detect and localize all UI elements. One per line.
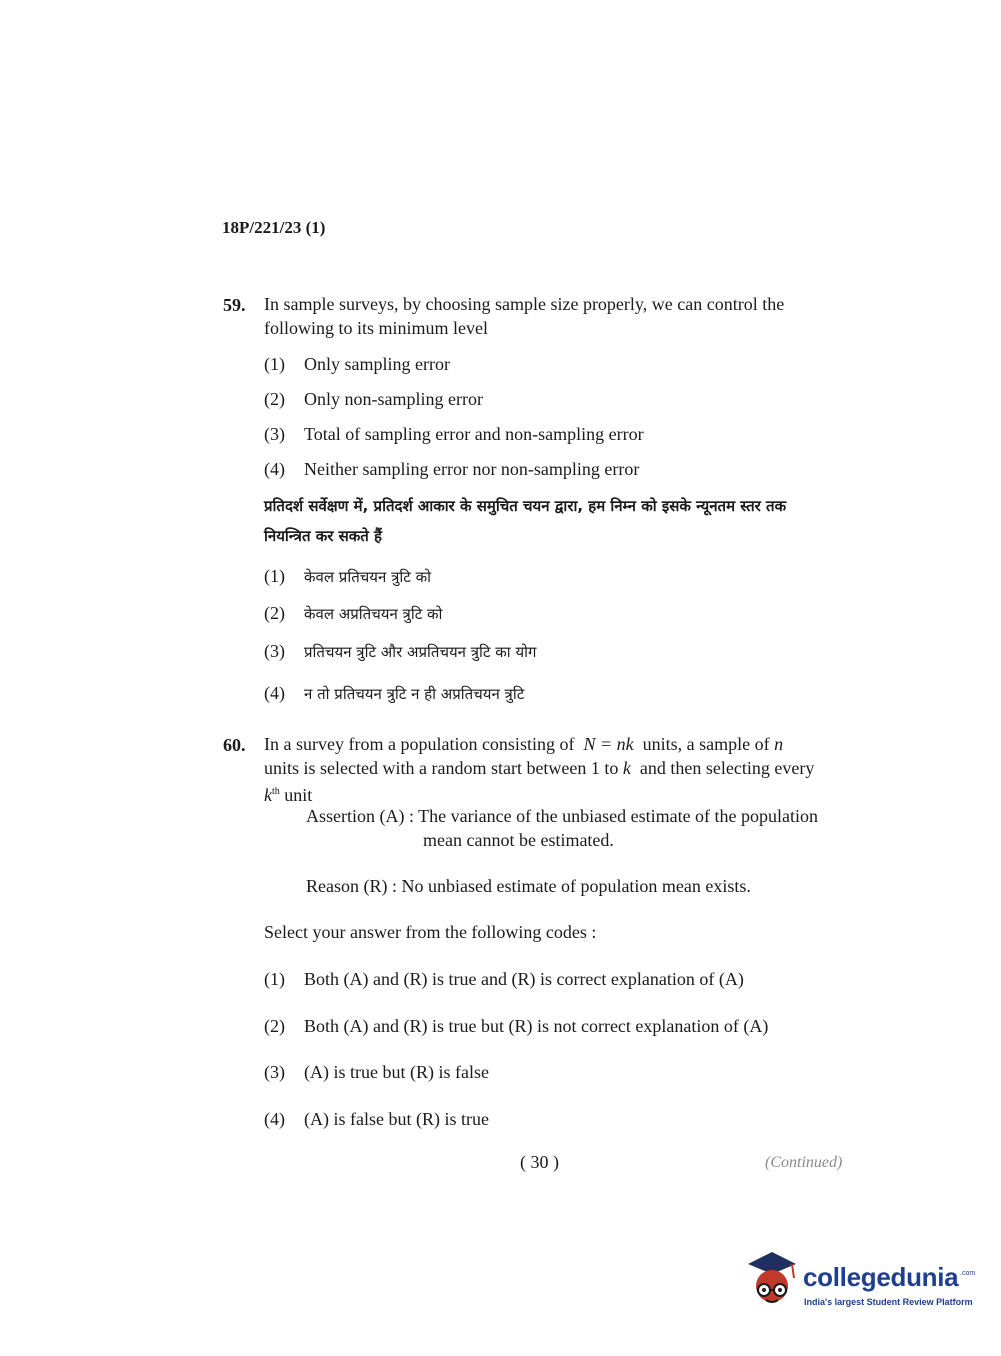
collegedunia-mascot-icon xyxy=(742,1250,800,1310)
q59-option-4: (4) Neither sampling error nor non-sampling error xyxy=(264,459,640,479)
q60-option-1: (1) Both (A) and (R) is true and (R) is correct explanation of (A) xyxy=(264,969,744,989)
paper-code: 18P/221/23 (1) xyxy=(222,218,326,237)
formula-n-equals-nk: N = nk xyxy=(583,734,634,754)
q59-hindi-option-2: (2) केवल अप्रतिचयन त्रुटि को xyxy=(264,603,443,623)
question-60-number: 60. xyxy=(223,735,246,755)
page-number: ( 30 ) xyxy=(520,1152,559,1172)
q59-option-2: (2) Only non-sampling error xyxy=(264,389,483,409)
q59-hindi-option-4: (4) न तो प्रतिचयन त्रुटि न ही अप्रतिचयन त्रुटि xyxy=(264,683,525,703)
question-59-hindi-line2: नियन्त्रित कर सकते हैं xyxy=(264,527,382,545)
collegedunia-tagline: India's largest Student Review Platform xyxy=(804,1297,973,1307)
answer-instruction: Select your answer from the following codes : xyxy=(264,922,597,942)
question-59-text-line2: following to its minimum level xyxy=(264,318,488,338)
q60-option-2: (2) Both (A) and (R) is true but (R) is not correct explanation of (A) xyxy=(264,1016,769,1036)
assertion-line1: Assertion (A) : The variance of the unbiased estimate of the population xyxy=(306,806,819,826)
assertion-label: Assertion (A) : xyxy=(306,806,414,826)
question-59-text-line1: In sample surveys, by choosing sample size properly, we can control the xyxy=(264,294,785,314)
q59-hindi-option-3: (3) प्रतिचयन त्रुटि और अप्रतिचयन त्रुटि का योग xyxy=(264,641,537,661)
q60-option-4: (4) (A) is false but (R) is true xyxy=(264,1109,489,1129)
q59-option-3: (3) Total of sampling error and non-sampling error xyxy=(264,424,644,444)
q59-option-1: (1) Only sampling error xyxy=(264,354,450,374)
question-60-text-line3: $k^{th}$ unit xyxy=(264,785,313,805)
reason-label: Reason (R) : xyxy=(306,876,397,896)
question-60-text-line1: In a survey from a population consisting of N = nk units, a sample of n xyxy=(264,734,784,754)
collegedunia-wordmark: collegedunia xyxy=(803,1262,959,1292)
question-59-number: 59. xyxy=(223,295,246,315)
q60-option-3: (3) (A) is true but (R) is false xyxy=(264,1062,489,1082)
question-59-hindi-line1: प्रतिदर्श सर्वेक्षण में, प्रतिदर्श आकार के समुचित चयन द्वारा, हम निम्न को इसके न्यूनतम स्तर तक xyxy=(264,497,787,515)
q59-hindi-option-1: (1) केवल प्रतिचयन त्रुटि को xyxy=(264,566,431,586)
assertion-line2: mean cannot be estimated. xyxy=(423,830,614,850)
reason-line: Reason (R) : No unbiased estimate of population mean exists. xyxy=(306,876,751,896)
question-60-text-line2: units is selected with a random start between 1 to k and then selecting every xyxy=(264,758,815,778)
continued-label: (Continued) xyxy=(765,1154,843,1171)
collegedunia-com: .com xyxy=(960,1270,976,1277)
